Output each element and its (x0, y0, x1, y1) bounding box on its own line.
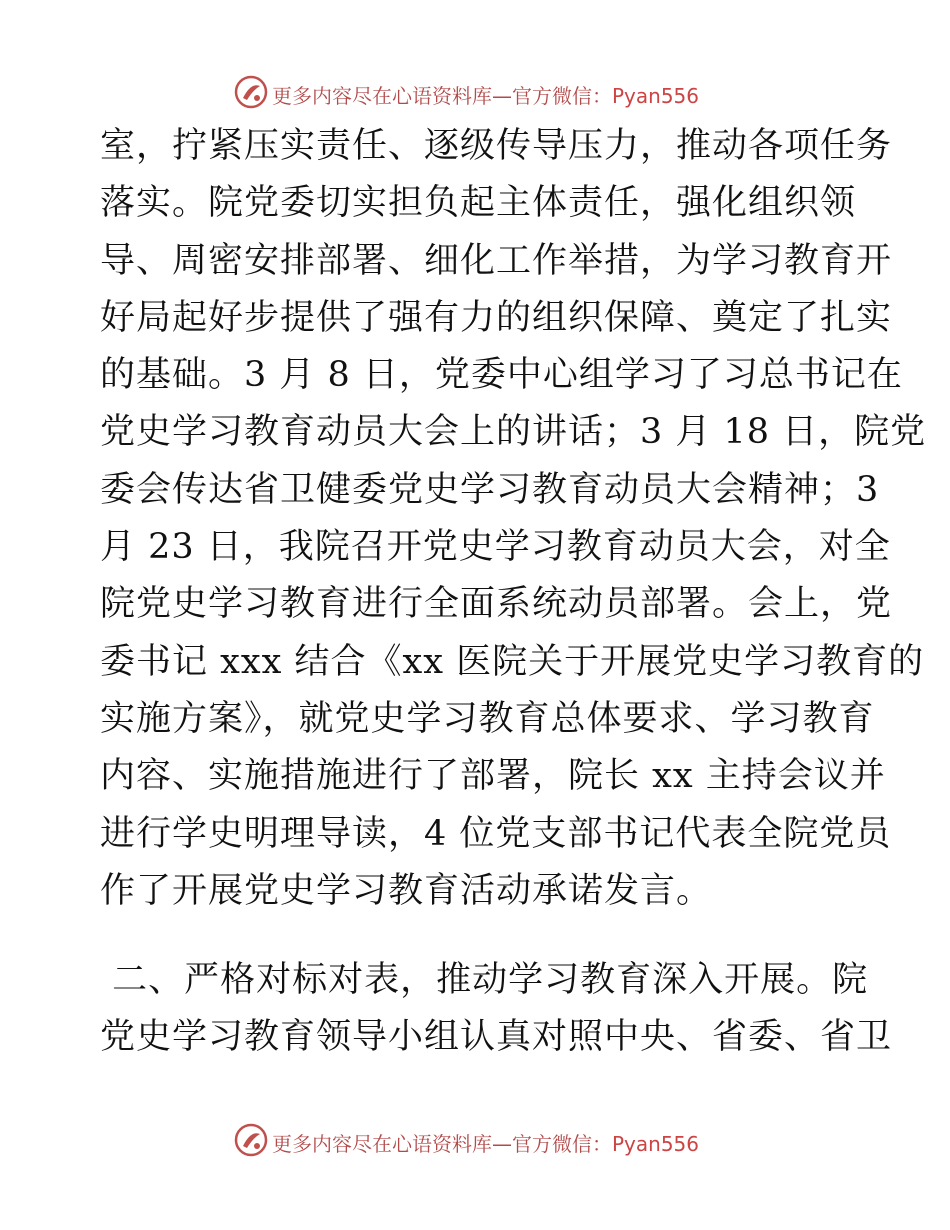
text-line: 党史学习教育动员大会上的讲话；3 月 18 日，院党 (100, 412, 927, 453)
footer-watermark (0, 1120, 950, 1160)
paragraph-gap (100, 920, 852, 952)
watermark-id: Pyan556 (612, 1132, 700, 1156)
text-line: 内容、实施措施进行了部署，院长 xx 主持会议并 (100, 756, 886, 797)
text-line: 导、周密安排部署、细化工作举措，为学习教育开 (100, 240, 893, 281)
text-line: 作了开展党史学习教育活动承诺发言。 (100, 870, 713, 911)
brush-logo-icon (233, 1122, 269, 1158)
text-line: 月 23 日，我院召开党史学习教育动员大会，对全 (100, 527, 891, 568)
brush-logo-icon (233, 74, 269, 110)
header-watermark (0, 72, 950, 112)
text-line: 落实。院党委切实担负起主体责任，强化组织领 (100, 183, 857, 224)
watermark-text: 更多内容尽在心语资料库—官方微信： (272, 1132, 612, 1156)
text-line: 室，拧紧压实责任、逐级传导压力，推动各项任务 (100, 126, 893, 166)
document-body (100, 118, 927, 1067)
text-line: 委会传达省卫健委党史学习教育动员大会精神；3 (100, 469, 880, 510)
text-line: 实施方案》，就党史学习教育总体要求、学习教育 (100, 698, 875, 739)
text-line: 进行学史明理导读，4 位党支部书记代表全院党员 (100, 813, 892, 854)
text-line: 院党史学习教育进行全面系统动员部署。会上，党 (100, 584, 893, 625)
watermark-text: 更多内容尽在心语资料库—官方微信： (272, 84, 612, 108)
text-line: 好局起好步提供了强有力的组织保障、奠定了扎实 (100, 297, 893, 338)
text-line: 党史学习教育领导小组认真对照中央、省委、省卫 (100, 1017, 893, 1058)
text-line: 二、严格对标对表，推动学习教育深入开展。院 (100, 960, 869, 1001)
watermark-id: Pyan556 (612, 84, 700, 108)
text-line: 委书记 xxx 结合《xx 医院关于开展党史学习教育的 (100, 641, 925, 682)
text-line: 的基础。3 月 8 日，党委中心组学习了习总书记在 (100, 355, 903, 396)
